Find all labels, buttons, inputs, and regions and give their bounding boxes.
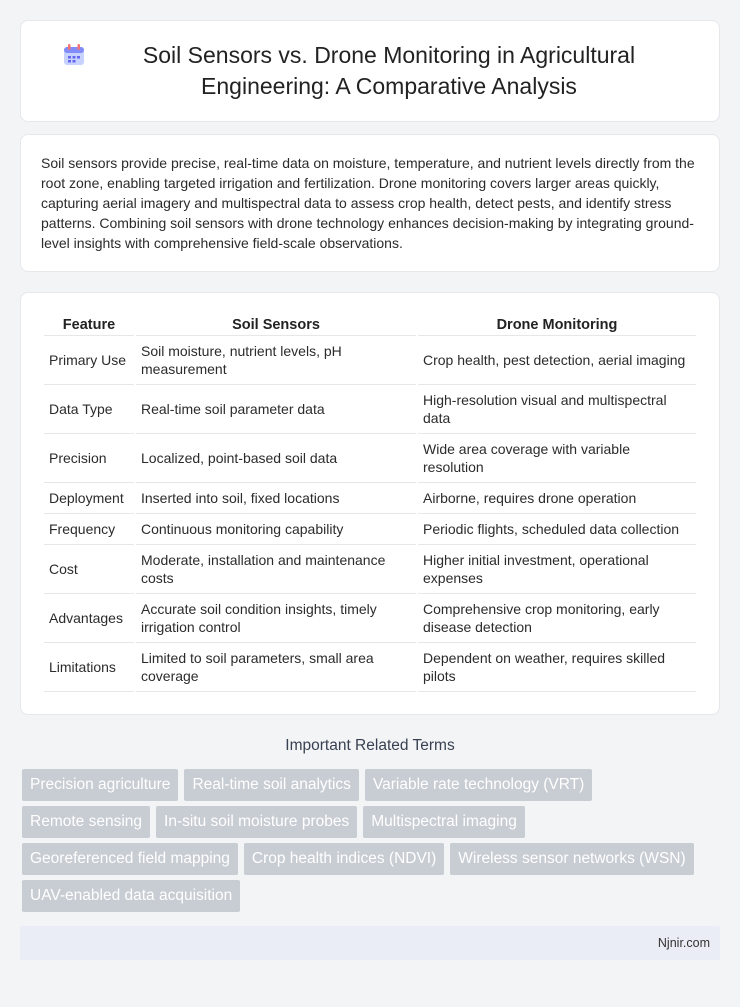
table-row (44, 514, 696, 545)
term-tag[interactable]: UAV-enabled data acquisition (22, 880, 240, 912)
header-drone-monitoring: Drone Monitoring (418, 313, 696, 336)
table-cell: Periodic flights, scheduled data collection (418, 514, 696, 545)
table-row (44, 483, 696, 514)
table-cell: Cost (44, 545, 134, 594)
table-cell: Limited to soil parameters, small area coverage (136, 643, 416, 692)
table-cell: Inserted into soil, fixed locations (136, 483, 416, 514)
header-feature: Feature (44, 313, 134, 336)
title-wrap (61, 40, 679, 102)
table-cell: Data Type (44, 385, 134, 434)
term-tag[interactable]: Wireless sensor networks (WSN) (450, 843, 693, 875)
table-cell: Dependent on weather, requires skilled pilots (418, 643, 696, 692)
table-cell: Moderate, installation and maintenance costs (136, 545, 416, 594)
term-tag[interactable]: Remote sensing (22, 806, 150, 838)
table-cell: Wide area coverage with variable resolution (418, 434, 696, 483)
term-tag[interactable]: Multispectral imaging (363, 806, 525, 838)
term-tag[interactable]: Variable rate technology (VRT) (365, 769, 592, 801)
table-cell: Primary Use (44, 336, 134, 385)
table-cell: Precision (44, 434, 134, 483)
table-cell: Comprehensive crop monitoring, early disease detection (418, 594, 696, 643)
related-terms-heading: Important Related Terms (285, 737, 455, 754)
term-tag[interactable]: Georeferenced field mapping (22, 843, 238, 875)
table-cell: Soil moisture, nutrient levels, pH measurement (136, 336, 416, 385)
table-cell: High-resolution visual and multispectral data (418, 385, 696, 434)
page-title: Soil Sensors vs. Drone Monitoring in Agricultural Engineering: A Comparative Analysis (142, 42, 636, 99)
term-tag[interactable]: Real-time soil analytics (184, 769, 359, 801)
term-tag[interactable]: Crop health indices (NDVI) (244, 843, 444, 875)
table-cell: Limitations (44, 643, 134, 692)
header-soil-sensors: Soil Sensors (136, 313, 416, 336)
comparison-table (42, 313, 698, 692)
term-tag[interactable]: Precision agriculture (22, 769, 178, 801)
term-tag[interactable]: In-situ soil moisture probes (156, 806, 357, 838)
related-terms-list (22, 769, 718, 917)
table-header-row (44, 313, 696, 336)
footer (20, 926, 720, 960)
table-row (44, 545, 696, 594)
table-cell: Airborne, requires drone operation (418, 483, 696, 514)
table-row (44, 385, 696, 434)
table-cell: Crop health, pest detection, aerial imaging (418, 336, 696, 385)
comparison-card (20, 292, 720, 715)
calendar-icon (61, 42, 87, 68)
table-cell: Frequency (44, 514, 134, 545)
table-cell: Advantages (44, 594, 134, 643)
summary-text: Soil sensors provide precise, real-time data on moisture, temperature, and nutrient levels directly from the root zone, enabling targeted irrigation and fertilization. Drone monitoring covers larger areas quickly, capturing aerial imagery and multispectral data to assess crop health, detect pests, and identify stress patterns. Combining soil sensors with drone technology enhances decision-making by integrating ground-level insights with comprehensive field-scale observations. (41, 155, 695, 251)
table-cell: Real-time soil parameter data (136, 385, 416, 434)
footer-site-link[interactable]: Njnir.com (657, 936, 710, 950)
table-row (44, 594, 696, 643)
summary-card (20, 134, 720, 272)
table-cell: Accurate soil condition insights, timely irrigation control (136, 594, 416, 643)
title-card (20, 20, 720, 122)
table-row (44, 336, 696, 385)
table-cell: Higher initial investment, operational expenses (418, 545, 696, 594)
table-cell: Deployment (44, 483, 134, 514)
table-cell: Localized, point-based soil data (136, 434, 416, 483)
table-cell: Continuous monitoring capability (136, 514, 416, 545)
table-row (44, 643, 696, 692)
table-row (44, 434, 696, 483)
